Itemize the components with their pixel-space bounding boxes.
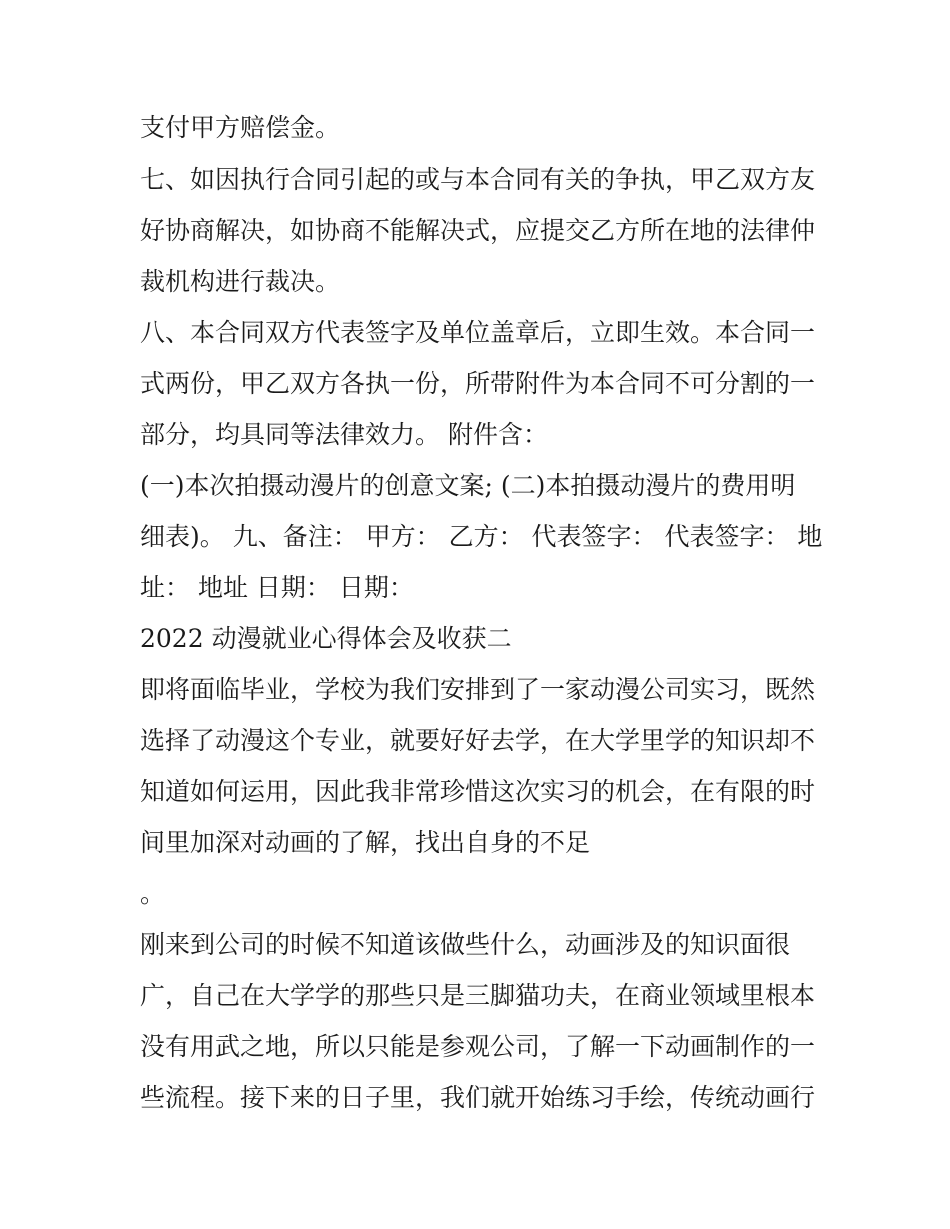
text-line: 即将面临毕业，学校为我们安排到了一家动漫公司实习，既然 (140, 675, 816, 704)
text-line: 刚来到公司的时候不知道该做些什么，动画涉及的知识面很 (140, 930, 791, 959)
text-line: 七、如因执行合同引起的或与本合同有关的争执，甲乙双方友 (140, 165, 816, 194)
text-line: 式两份，甲乙双方各执一份，所带附件为本合同不可分割的一 (140, 369, 816, 398)
text-line: 部分，均具同等法律效力。 附件含： (140, 420, 548, 449)
text-line: 间里加深对动画的了解，找出自身的不足 (140, 828, 591, 857)
text-line: 。 (140, 879, 166, 908)
text-line: (一)本次拍摄动漫片的创意文案; (二)本拍摄动漫片的费用明 (140, 471, 796, 500)
text-line: 支付甲方赔偿金。 (140, 113, 341, 142)
text-line: 些流程。接下来的日子里，我们就开始练习手绘，传统动画行 (140, 1083, 816, 1112)
text-line: 址： 地址 日期： 日期： (140, 573, 414, 602)
text-line: 知道如何运用，因此我非常珍惜这次实习的机会，在有限的时 (140, 777, 816, 806)
text-line: 广，自己在大学学的那些只是三脚猫功夫，在商业领域里根本 (140, 981, 816, 1010)
text-line: 细表)。 九、备注： 甲方： 乙方： 代表签字： 代表签字： 地 (140, 522, 823, 551)
text-line: 没有用武之地，所以只能是参观公司，了解一下动画制作的一 (140, 1032, 816, 1061)
text-line: 裁机构进行裁决。 (140, 267, 341, 296)
text-line: 好协商解决，如协商不能解决式，应提交乙方所在地的法律仲 (140, 216, 816, 245)
text-line: 八、本合同双方代表签字及单位盖章后，立即生效。本合同一 (140, 318, 816, 347)
text-line: 选择了动漫这个专业，就要好好去学，在大学里学的知识却不 (140, 726, 816, 755)
section-heading: 2022 动漫就业心得体会及收获二 (140, 624, 512, 653)
